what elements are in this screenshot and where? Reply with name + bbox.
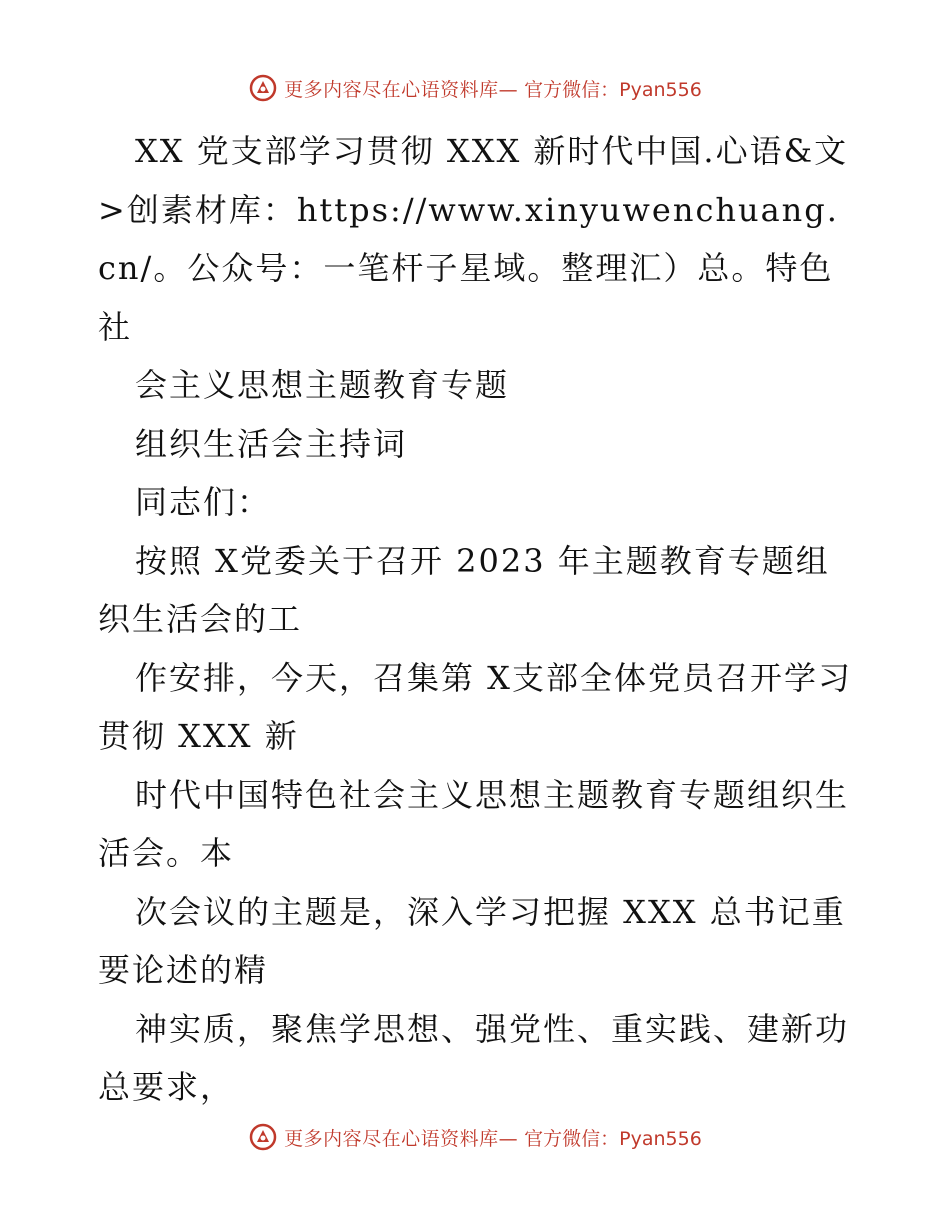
banner-wechat: 官方微信：Pyan556 xyxy=(524,78,702,101)
paragraph: 作安排，今天，召集第 X支部全体党员召开学习贯彻 XXX 新 xyxy=(98,658,852,755)
header-banner xyxy=(0,73,950,103)
paragraph: 时代中国特色社会主义思想主题教育专题组织生活会。本 xyxy=(98,775,850,872)
paragraph: XX 党支部学习贯彻 XXX 新时代中国.心语&文>创素材库：https://www.xinyuwenchuang.cn/。公众号：一笔杆子星域。整理汇）总。特色社 xyxy=(98,132,849,346)
banner-text: 更多内容尽在心语资料库— xyxy=(284,1127,519,1150)
paragraph: 次会议的主题是，深入学习把握 XXX 总书记重要论述的精 xyxy=(98,892,846,989)
paragraph: 神实质，聚焦学思想、强党性、重实践、建新功总要求， xyxy=(98,1009,850,1106)
logo-icon xyxy=(248,73,278,103)
footer-banner xyxy=(0,1122,950,1152)
paragraph: 同志们： xyxy=(135,483,272,521)
paragraph: 按照 X党委关于召开 2023 年主题教育专题组织生活会的工 xyxy=(98,541,830,638)
banner-wechat: 官方微信：Pyan556 xyxy=(524,1127,702,1150)
banner-text: 更多内容尽在心语资料库— xyxy=(284,78,519,101)
paragraph: 组织生活会主持词 xyxy=(135,424,408,463)
logo-icon xyxy=(248,1122,278,1152)
paragraph: 会主义思想主题教育专题 xyxy=(135,366,510,404)
document-body xyxy=(98,122,858,1117)
